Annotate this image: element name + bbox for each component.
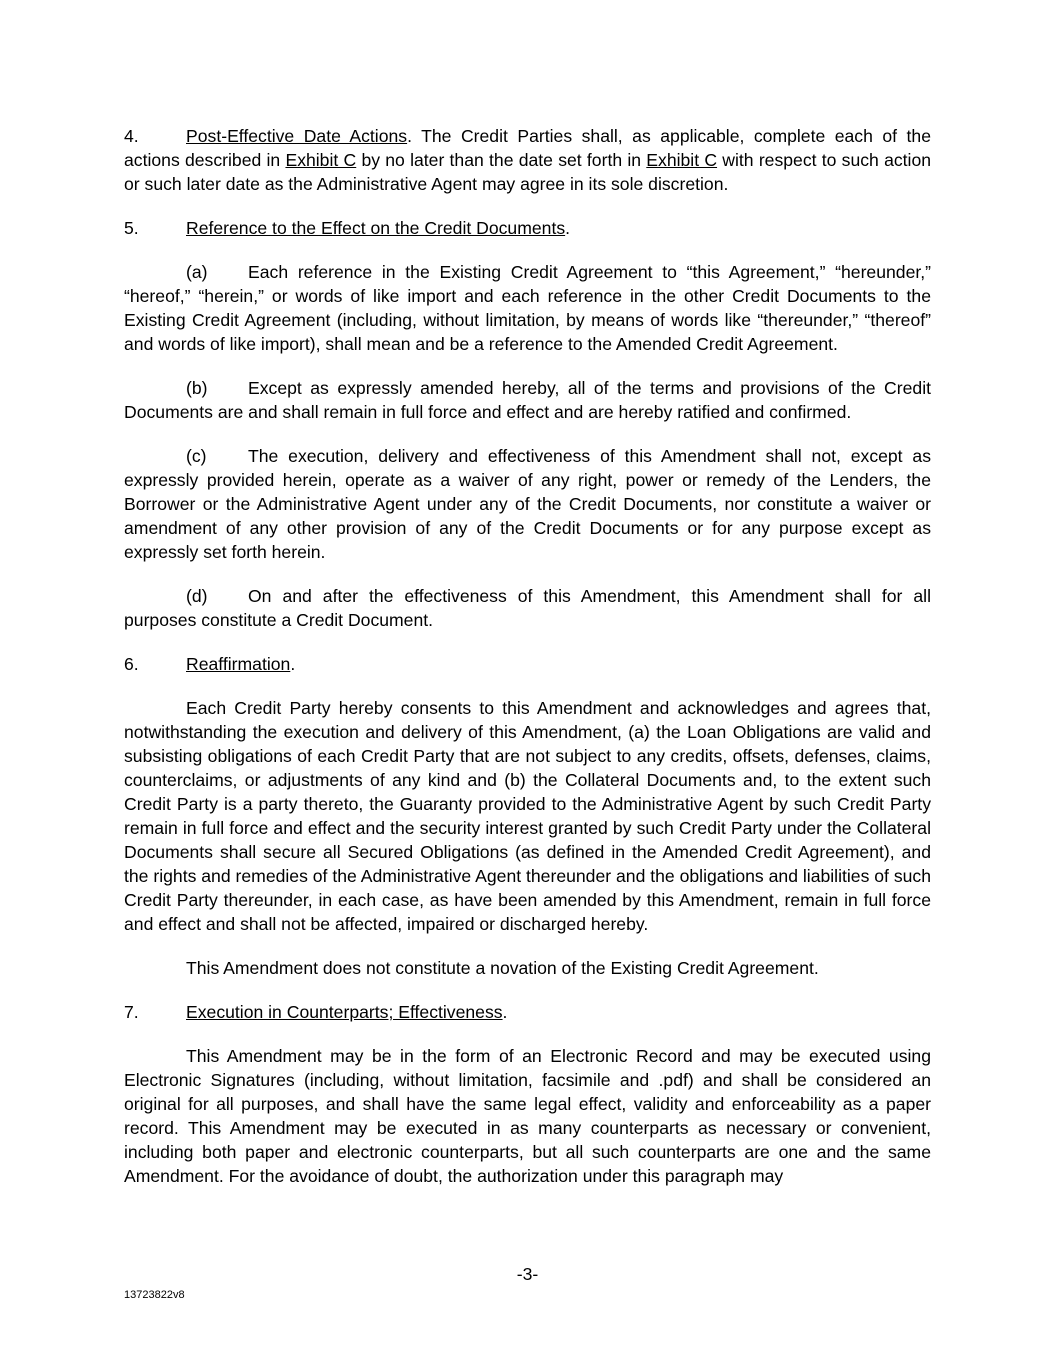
section-4-paragraph xyxy=(124,124,931,196)
section-5b-label: (b) xyxy=(186,378,208,398)
exhibit-c-reference-1: Exhibit C xyxy=(285,150,357,170)
section-6-heading-paragraph xyxy=(124,652,931,676)
section-5a-label: (a) xyxy=(186,262,208,282)
document-body xyxy=(124,124,931,1208)
exhibit-c-reference-2: Exhibit C xyxy=(646,150,718,170)
section-5-heading: Reference to the Effect on the Credit Documents xyxy=(186,218,566,238)
section-6-paragraph-2: This Amendment does not constitute a novation of the Existing Credit Agreement. xyxy=(186,958,819,978)
section-6-paragraph-1: Each Credit Party hereby consents to this Amendment and acknowledges and agrees that, notwithstanding the execution and delivery of this Amendment, (a) the Loan Obligations are valid and subsisting obligations of each Credit Party that are not subject to any credits, offsets, defenses, claims, counterclaims, or adjustments of any kind and (b) the Collateral Documents and, to the extent such Credit Party is a party thereto, the Guaranty provided to the Administrative Agent by such Credit Party remain in full force and effect and the security interest granted by such Credit Party under the Collateral Documents shall secure all Secured Obligations (as defined in the Amended Credit Agreement), and the rights and remedies of the Administrative Agent thereunder and the obligations and liabilities of such Credit Party thereunder, in each case, as have been amended by this Amendment, remain in full force and effect and shall not be affected, impaired or discharged hereby. xyxy=(124,698,931,934)
section-5b-text: Except as expressly amended hereby, all of the terms and provisions of the Credit Documents are and shall remain in full force and effect and are hereby ratified and confirmed. xyxy=(124,378,931,422)
section-5c-label: (c) xyxy=(186,446,207,466)
section-4-number: 4. xyxy=(124,126,139,146)
document-id: 13723822v8 xyxy=(124,1289,185,1301)
section-5-heading-suffix: . xyxy=(565,218,571,238)
section-5c-text: The execution, delivery and effectiveness of this Amendment shall not, except as expressly provided herein, operate as a waiver of any right, power or remedy of the Lenders, the Borrower or the Administrative Agent under any of the Credit Documents, nor constitute a waiver or amendment of any other provision of any of the Credit Documents or for any purpose except as expressly set forth herein. xyxy=(124,446,931,562)
page-number: -3- xyxy=(516,1264,539,1284)
section-7-heading-paragraph xyxy=(124,1000,931,1024)
section-7-number: 7. xyxy=(124,1002,139,1022)
section-6-heading: Reaffirmation xyxy=(186,654,291,674)
section-5-number: 5. xyxy=(124,218,139,238)
section-5a-text: Each reference in the Existing Credit Agreement to “this Agreement,” “hereunder,” “hereof,” “herein,” or words of like import and each reference in the other Credit Documents to the Existing Credit Agreement (including, without limitation, by means of words like “thereunder,” “thereof” and words of like import), shall mean and be a reference to the Amended Credit Agreement. xyxy=(124,262,931,354)
section-5b-paragraph xyxy=(124,376,931,424)
section-5d-label: (d) xyxy=(186,586,208,606)
section-6-heading-suffix: . xyxy=(290,654,296,674)
section-7-heading-suffix: . xyxy=(502,1002,508,1022)
section-7-heading: Execution in Counterparts; Effectiveness xyxy=(186,1002,503,1022)
section-4-text-c: with respect to such action or such later date as the Administrative Agent may agree in its sole discretion. xyxy=(124,150,932,194)
section-5d-text: On and after the effectiveness of this Amendment, this Amendment shall for all purposes constitute a Credit Document. xyxy=(124,586,931,630)
section-4-text-b: by no later than the date set forth in xyxy=(356,150,647,170)
section-6-number: 6. xyxy=(124,654,139,674)
section-4-heading: Post-Effective Date Actions xyxy=(186,126,408,146)
section-5d-paragraph xyxy=(124,584,931,632)
section-5c-paragraph xyxy=(124,444,931,564)
section-5-heading-paragraph xyxy=(124,216,931,240)
section-7-paragraph-1: This Amendment may be in the form of an Electronic Record and may be executed using Electronic Signatures (including, without limitation, facsimile and .pdf) and shall be considered an original for all purposes, and shall have the same legal effect, validity and enforceability as a paper record. This Amendment may be executed in as many counterparts as necessary or convenient, including both paper and electronic counterparts, but all such counterparts are one and the same Amendment. For the avoidance of doubt, the authorization under this paragraph may xyxy=(124,1046,931,1186)
section-5a-paragraph xyxy=(124,260,931,356)
section-4-text-a: . The Credit Parties shall, as applicable, complete each of the actions described in xyxy=(124,126,931,170)
